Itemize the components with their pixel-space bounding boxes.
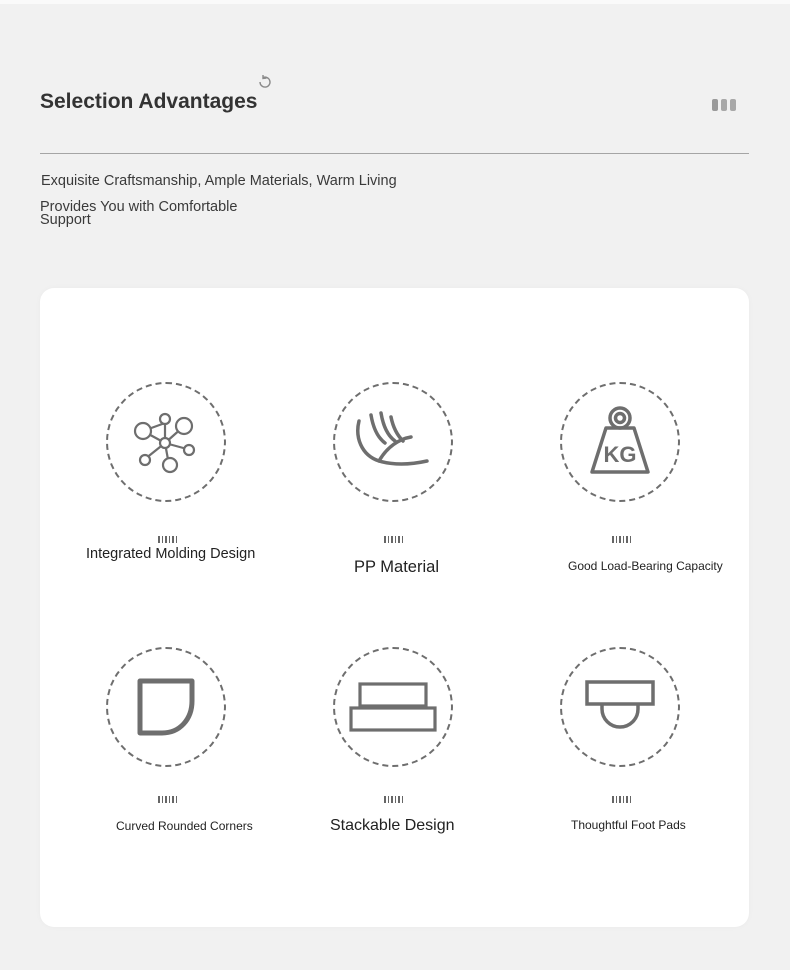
- feature-label-pp-material: PP Material: [354, 558, 439, 576]
- leaf-icon: [333, 382, 453, 502]
- tick-marks: [158, 536, 177, 543]
- top-edge: [0, 0, 790, 4]
- subtitle-line-1: Exquisite Craftsmanship, Ample Materials, Warm Living: [41, 173, 397, 189]
- page-title: Selection Advantages: [40, 90, 258, 113]
- tick-marks: [158, 796, 177, 803]
- subtitle-line-2: Provides You with Comfortable Support: [40, 199, 238, 228]
- feature-label-load-bearing: Good Load-Bearing Capacity: [568, 559, 723, 573]
- svg-text:KG: KG: [603, 442, 637, 467]
- kg-weight-icon: [560, 382, 680, 502]
- rounded-corner-icon: [106, 647, 226, 767]
- foot-pad-icon: [560, 647, 680, 767]
- features-card: [40, 288, 749, 927]
- tick-marks: [612, 796, 631, 803]
- refresh-icon: [256, 73, 274, 91]
- feature-label-foot-pads: Thoughtful Foot Pads: [571, 818, 686, 832]
- tick-marks: [612, 536, 631, 543]
- menu-dots-icon: [712, 99, 736, 111]
- tick-marks: [384, 536, 403, 543]
- network-molecule-icon: [106, 382, 226, 502]
- tick-marks: [384, 796, 403, 803]
- stacked-boxes-icon: [333, 647, 453, 767]
- feature-label-integrated-molding: Integrated Molding Design: [86, 546, 256, 562]
- feature-label-stackable: Stackable Design: [330, 817, 455, 834]
- divider: [40, 153, 749, 154]
- feature-label-curved-corners: Curved Rounded Corners: [116, 819, 253, 833]
